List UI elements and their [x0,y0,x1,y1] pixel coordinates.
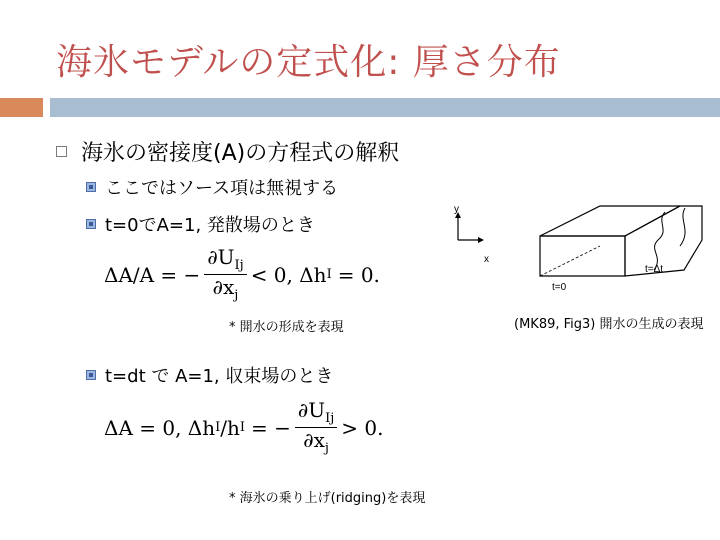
header-bar-orange [0,98,43,117]
block-top-face [540,206,680,236]
note-ridging: * 海氷の乗り上げ(ridging)を表現 [229,491,426,506]
eq2-den-sub: j [324,441,329,457]
axis-x-label: x [484,254,489,265]
eq2-lhs: ΔA = 0, Δh [104,415,216,440]
square-bullet-icon [86,370,96,380]
eq1-num-sub: Ij [234,258,244,273]
eq1-rhs-end: = 0. [337,262,380,287]
crack-line-2 [680,208,685,246]
eq1-num: ∂U [207,245,235,269]
bullet-level1 [56,136,399,167]
eq1-fraction [204,245,246,305]
eq2-lhs-sub1: I [215,420,221,436]
square-bullet-icon [86,182,96,192]
eq2-fraction [295,398,337,458]
slide-title: 海氷モデルの定式化: 厚さ分布 [56,42,561,83]
axis-y-label: y [454,204,459,215]
note-open-water: * 開水の形成を表現 [229,320,344,335]
eq2-rhs: > 0. [341,415,384,440]
eq2-lhs-mid: /h [220,415,240,440]
eq2-lhs-sub2: I [239,420,246,436]
eq2-num-sub: Ij [325,411,335,426]
label-t0: t=0 [552,282,567,293]
square-bullet-icon [86,219,96,229]
eq1-den: ∂x [212,275,235,300]
equation-divergence [104,245,380,305]
equation-convergence [104,398,383,458]
crack-line [654,212,665,270]
eq1-lhs: ΔA/A = − [104,262,201,287]
bullet-level2-1 [86,174,338,200]
eq2-lhs-end: = − [251,415,291,440]
ice-block-figure [440,200,710,300]
sub3-text: t=dt で A=1, 収束場のとき [105,366,334,387]
bullet-level2-2 [86,211,315,237]
bullet-level2-3 [86,362,333,388]
block-front-face [540,236,625,276]
eq1-den-sub: j [234,288,239,304]
header-bar-blue [50,98,720,117]
hollow-square-bullet-icon [56,146,67,157]
eq1-rhs-sub: I [326,267,332,283]
sub1-text: ここではソース項は無視する [105,178,339,199]
sub2-text: t=0でA=1, 発散場のとき [105,215,315,236]
eq2-den: ∂x [303,428,325,453]
figure-caption: (MK89, Fig3) 開水の生成の表現 [514,317,704,332]
hidden-edge [540,246,600,276]
bullet1-text: 海氷の密接度(A)の方程式の解釈 [81,141,400,166]
eq2-num: ∂U [297,398,326,422]
label-tdt: t=Δt [645,264,664,275]
block-side-face [625,206,702,276]
x-axis-arrow-icon [478,237,484,243]
eq1-rhs: < 0, Δh [250,262,327,287]
